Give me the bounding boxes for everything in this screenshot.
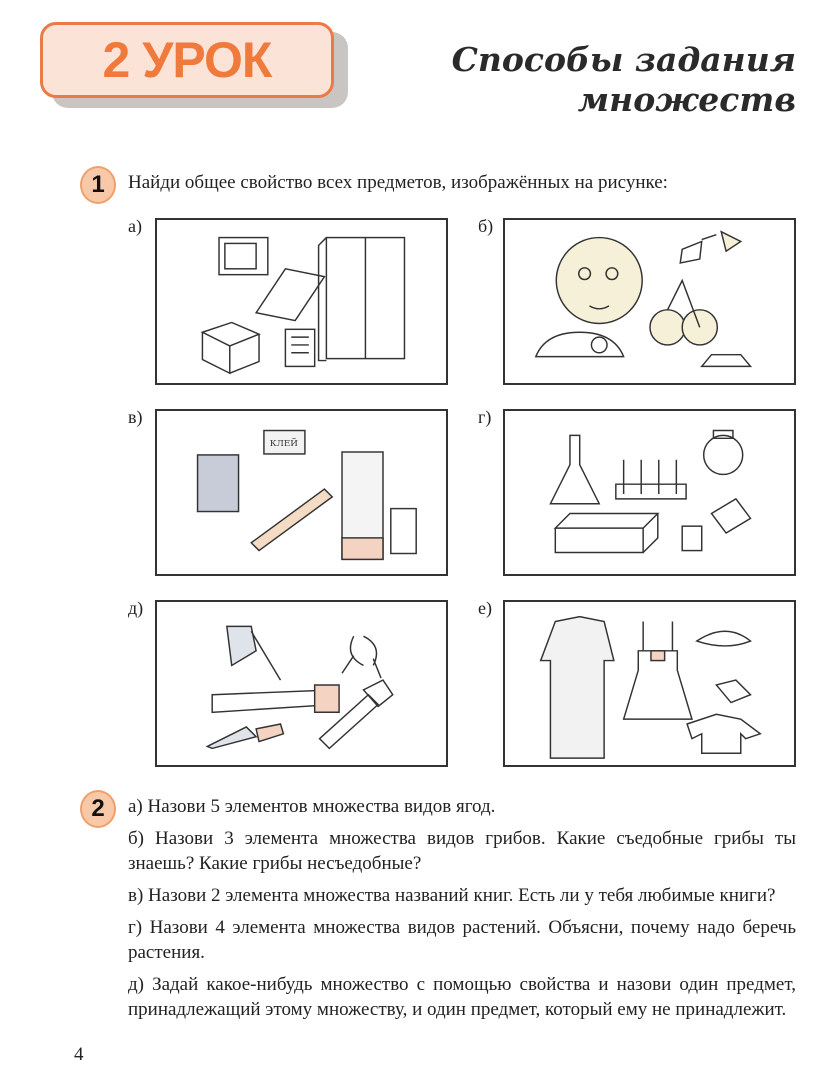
task2-item-b: б) Назови 3 элемента множества видов грибов. Какие съедобные грибы ты знаешь? Какие грибы несъедобные? [128,828,796,874]
panel-label-d: д) [128,598,144,618]
panel-label-g: г) [478,407,492,427]
task-number-1: 1 [80,166,116,204]
glue-label: КЛЕЙ [269,439,298,450]
task2-list [128,794,796,1029]
task-number-2: 2 [80,790,116,828]
glassware-illustration [505,411,794,574]
panel-e-clothes [503,600,796,767]
lesson-badge-text: 2 УРОК [102,32,272,88]
boxes-illustration [157,220,446,383]
tools-illustration [157,602,446,765]
task2-item-v: в) Назови 2 элемента множества названий книг. Есть ли у тебя любимые книги? [128,885,776,906]
task2-item-a: а) Назови 5 элементов множества видов ягод. [128,796,496,817]
panel-label-b: б) [478,216,494,236]
panel-g-glass [503,409,796,576]
clothes-illustration [505,602,794,765]
task2-item-d: д) Задай какое-нибудь множество с помощью свойства и назови один предмет, принадлежащий этому множеству, и один предмет, который ему не принадлежит. [128,974,796,1020]
panel-label-a: а) [128,216,142,236]
task1-text: Найди общее свойство всех предметов, изображённых на рисунке: [128,172,668,193]
panel-v-cylinders [155,409,448,576]
panel-label-e: е) [478,598,492,618]
task2-item-g: г) Назови 4 элемента множества видов растений. Объясни, почему надо беречь растения. [128,917,796,963]
lesson-badge [40,22,334,98]
panel-a-furniture-boxes [155,218,448,385]
page-number: 4 [74,1044,84,1065]
panel-label-v: в) [128,407,143,427]
round-things-illustration [505,220,794,383]
panel-d-tools [155,600,448,767]
page-title [452,40,796,120]
title-line-2: множеств [577,80,796,119]
panel-b-round-things [503,218,796,385]
title-line-1: Способы задания [451,40,796,79]
cylinders-illustration [157,411,446,574]
